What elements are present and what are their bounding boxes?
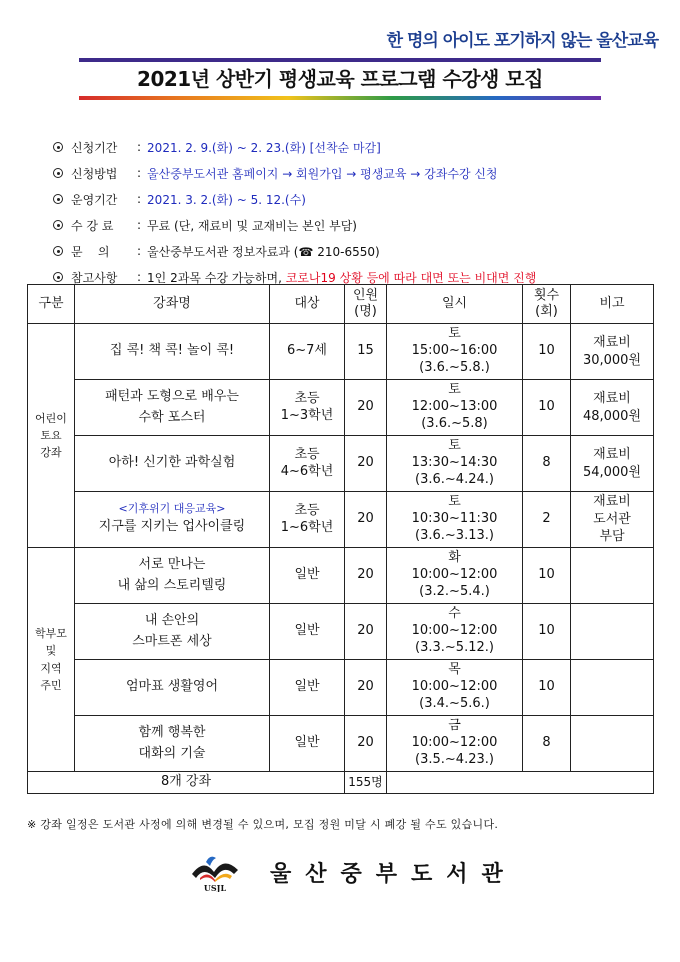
total-row	[28, 772, 654, 794]
program-table	[27, 284, 654, 794]
course-cell	[75, 436, 270, 492]
info-value-warning: 코로나19 상황 등에 따라 대면 또는 비대면 진행	[285, 270, 537, 285]
count-cell: 20	[345, 660, 387, 716]
note-cell: 재료비 48,000원	[571, 380, 654, 436]
bullet-icon	[53, 168, 63, 178]
svg-text:USJL: USJL	[203, 883, 227, 892]
count-cell: 20	[345, 436, 387, 492]
info-value: 무료 (단, 재료비 및 교재비는 본인 부담)	[147, 218, 357, 233]
sessions-cell: 10	[523, 324, 571, 380]
header-count: 인원 (명)	[345, 285, 387, 324]
note-cell	[571, 660, 654, 716]
sessions-cell: 2	[523, 492, 571, 548]
schedule-period: (3.6.~5.8)	[421, 415, 488, 431]
schedule-cell	[387, 324, 523, 380]
course-name: 집 콕! 책 콕! 놀이 콕!	[109, 343, 235, 359]
header-schedule: 일시	[387, 285, 523, 324]
count-cell: 20	[345, 604, 387, 660]
schedule-day: 금	[448, 718, 461, 734]
slogan: 한 명의 아이도 포기하지 않는 울산교육	[386, 31, 658, 51]
info-value: 2021. 2. 9.(화) ~ 2. 23.(화) [선착순 마감]	[147, 140, 381, 155]
note-cell	[571, 716, 654, 772]
schedule-day: 수	[448, 606, 461, 622]
table-header-row	[28, 285, 654, 324]
info-contact: 문 의 : 울산중부도서관 정보자료과 (☎ 210-6550)	[53, 238, 653, 264]
sessions-cell: 8	[523, 716, 571, 772]
schedule-day: 토	[448, 382, 461, 398]
count-cell: 20	[345, 716, 387, 772]
table-row	[28, 548, 654, 604]
note-cell: 재료비 도서관 부담	[571, 492, 654, 548]
bullet-icon	[53, 142, 63, 152]
schedule-time: 10:00~12:00	[411, 567, 498, 583]
schedule-time: 12:00~13:00	[411, 399, 498, 415]
info-value: 2021. 3. 2.(화) ~ 5. 12.(수)	[147, 192, 306, 207]
bullet-icon	[53, 272, 63, 282]
course-name: 서로 만나는 내 삶의 스토리텔링	[117, 557, 227, 593]
info-value: 울산중부도서관 홈페이지 → 회원가입 → 평생교육 → 강좌수강 신청	[147, 166, 498, 181]
schedule-time: 10:30~11:30	[411, 511, 498, 527]
course-name: 함께 행복한 대화의 기술	[138, 725, 206, 761]
info-run-period: 운영기간 : 2021. 3. 2.(화) ~ 5. 12.(수)	[53, 186, 653, 212]
course-name: 내 손안의 스마트폰 세상	[132, 613, 212, 649]
count-cell: 15	[345, 324, 387, 380]
schedule-period: (3.6.~4.24.)	[415, 471, 494, 487]
bullet-icon	[53, 220, 63, 230]
table-row	[28, 324, 654, 380]
course-name: 패턴과 도형으로 배우는 수학 포스터	[105, 389, 239, 425]
target-cell: 일반	[270, 548, 345, 604]
count-cell: 20	[345, 492, 387, 548]
sessions-cell: 10	[523, 604, 571, 660]
info-apply-period: 신청기간 : 2021. 2. 9.(화) ~ 2. 23.(화) [선착순 마감]	[53, 134, 653, 160]
schedule-time: 15:00~16:00	[411, 343, 498, 359]
schedule-cell	[387, 716, 523, 772]
target-cell: 초등 1~3학년	[270, 380, 345, 436]
table-row	[28, 436, 654, 492]
info-value: 1인 2과목 수강 가능하며,	[147, 270, 282, 285]
bullet-icon	[53, 246, 63, 256]
schedule-cell	[387, 380, 523, 436]
course-cell	[75, 492, 270, 548]
header-category: 구분	[28, 285, 75, 324]
target-cell: 일반	[270, 660, 345, 716]
note-cell	[571, 548, 654, 604]
library-name: 울산중부도서관	[270, 860, 517, 887]
schedule-cell	[387, 436, 523, 492]
course-cell	[75, 380, 270, 436]
page-title: 2021년 상반기 평생교육 프로그램 수강생 모집	[137, 67, 543, 91]
target-cell: 일반	[270, 604, 345, 660]
table-row	[28, 660, 654, 716]
sessions-cell: 8	[523, 436, 571, 492]
course-cell	[75, 604, 270, 660]
info-fee: 수 강 료 : 무료 (단, 재료비 및 교재비는 본인 부담)	[53, 212, 653, 238]
schedule-period: (3.3.~5.12.)	[415, 639, 494, 655]
count-cell: 20	[345, 380, 387, 436]
schedule-period: (3.6.~5.8.)	[419, 359, 490, 375]
header-course: 강좌명	[75, 285, 270, 324]
schedule-day: 토	[448, 494, 461, 510]
schedule-cell	[387, 492, 523, 548]
header-target: 대상	[270, 285, 345, 324]
target-cell: 6~7세	[270, 324, 345, 380]
table-row	[28, 380, 654, 436]
sessions-cell: 10	[523, 548, 571, 604]
total-count: 155명	[345, 772, 387, 794]
info-list	[53, 134, 653, 290]
table-row	[28, 492, 654, 548]
info-value: 울산중부도서관 정보자료과 (☎ 210-6550)	[147, 244, 380, 259]
footer	[186, 850, 517, 894]
schedule-day: 토	[448, 326, 461, 342]
schedule-day: 화	[448, 550, 461, 566]
schedule-day: 토	[448, 438, 461, 454]
title-box	[79, 58, 601, 96]
header-note: 비고	[571, 285, 654, 324]
schedule-time: 13:30~14:30	[411, 455, 498, 471]
schedule-period: (3.6.~3.13.)	[415, 527, 494, 543]
sessions-cell: 10	[523, 660, 571, 716]
library-logo	[186, 852, 244, 892]
course-cell	[75, 660, 270, 716]
course-cell	[75, 716, 270, 772]
total-blank	[387, 772, 654, 794]
category-cell: 어린이 토요 강좌	[28, 324, 75, 548]
footnote: ※ 강좌 일정은 도서관 사정에 의해 변경될 수 있으며, 모집 정원 미달 시 폐강 될 수도 있습니다.	[27, 818, 499, 831]
header-sessions: 횟수 (회)	[523, 285, 571, 324]
course-tag: <기후위기 대응교육>	[118, 502, 226, 516]
total-label: 8개 강좌	[28, 772, 345, 794]
schedule-period: (3.4.~5.6.)	[419, 695, 490, 711]
target-cell: 일반	[270, 716, 345, 772]
schedule-time: 10:00~12:00	[411, 679, 498, 695]
course-name: 지구를 지키는 업사이클링	[98, 518, 246, 534]
course-name: 엄마표 생활영어	[125, 679, 219, 695]
course-name: 아하! 신기한 과학실험	[108, 455, 236, 471]
course-cell	[75, 324, 270, 380]
note-cell: 재료비 30,000원	[571, 324, 654, 380]
table-row	[28, 604, 654, 660]
schedule-time: 10:00~12:00	[411, 623, 498, 639]
schedule-period: (3.5.~4.23.)	[415, 751, 494, 767]
sessions-cell: 10	[523, 380, 571, 436]
schedule-day: 목	[448, 662, 461, 678]
target-cell: 초등 4~6학년	[270, 436, 345, 492]
category-cell: 학부모 및 지역 주민	[28, 548, 75, 772]
table-row	[28, 716, 654, 772]
info-apply-method: 신청방법 : 울산중부도서관 홈페이지 → 회원가입 → 평생교육 → 강좌수강 신청	[53, 160, 653, 186]
count-cell: 20	[345, 548, 387, 604]
schedule-time: 10:00~12:00	[411, 735, 498, 751]
target-cell: 초등 1~6학년	[270, 492, 345, 548]
schedule-cell	[387, 548, 523, 604]
bullet-icon	[53, 194, 63, 204]
schedule-cell	[387, 660, 523, 716]
course-cell	[75, 548, 270, 604]
note-cell: 재료비 54,000원	[571, 436, 654, 492]
schedule-period: (3.2.~5.4.)	[419, 583, 490, 599]
note-cell	[571, 604, 654, 660]
schedule-cell	[387, 604, 523, 660]
info-reference: 참고사항 : 1인 2과목 수강 가능하며, 코로나19 상황 등에 따라 대면 또는 비대면 진행	[53, 264, 653, 290]
